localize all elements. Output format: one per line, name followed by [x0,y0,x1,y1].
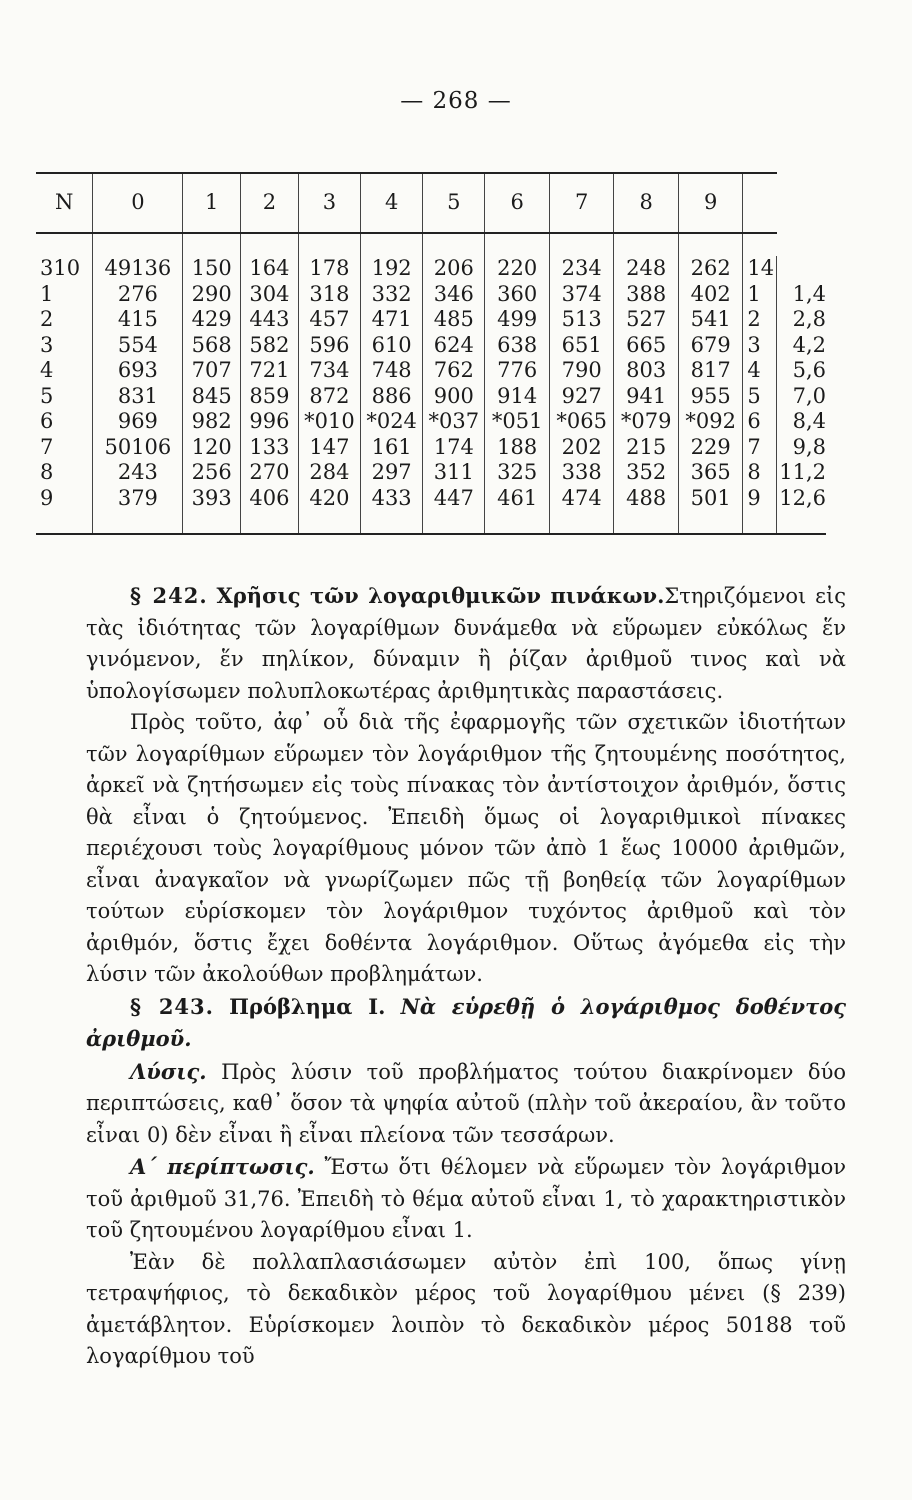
table-cell: 734 [298,358,360,384]
table-cell: 447 [423,486,485,512]
proportional-parts-value: 12,6 [779,485,826,510]
page-number: — 268 — [400,88,512,114]
table-cell: 150 [183,256,241,282]
table-cell: *051 [485,409,550,435]
table-cell: 485 [423,307,485,333]
table-cell-n: 3 [36,333,93,359]
case-text: Ἔστω ὅτι θέλομεν νὰ εὕρωμεν τὸν λογάριθμον τοῦ ἀριθμοῦ 31,76. Ἐπειδὴ τὸ θέμα αὐτοῦ εἶναι 1, τὸ χαρακτηριστικὸν τοῦ ζητουμένου λογαρίθμου εἶναι 1. [86,1155,846,1242]
table-cell: 429 [183,307,241,333]
proportional-parts-value: 5,6 [792,358,826,382]
table-cell: 803 [614,358,679,384]
header-cell: N [36,173,93,233]
proportional-parts-value: 2,8 [792,307,826,331]
table-cell: 297 [361,460,423,486]
table-cell: 338 [549,460,614,486]
table-cell: 388 [614,282,679,308]
table-row [36,435,826,461]
table-cell: 969 [93,409,183,435]
table-cell: 831 [93,384,183,410]
table-cell-n: 7 [36,435,93,461]
proportional-parts-value: 9,8 [792,434,826,459]
proportional-parts-value: 11,2 [779,460,826,484]
table-cell: 610 [361,333,423,359]
table-cell: 996 [241,409,299,435]
table-cell: 748 [361,358,423,384]
table-row [36,409,826,435]
table-cell: 499 [485,307,550,333]
solution-text: Πρὸς λύσιν τοῦ προβλήματος τούτου διακρίνομεν δύο περιπτώσεις, καθ᾽ ὅσον τὰ ψηφία αὐτοῦ (πλὴν τοῦ ἀκεραίου, ἂν τοῦτο εἶναι 0) δὲν εἶναι ἢ εἶναι πλείονα τῶν τεσσάρων. [86,1059,846,1147]
table-cell: 202 [549,435,614,461]
table-cell: 900 [423,384,485,410]
table-cell: 234 [549,256,614,282]
table-cell: 488 [614,486,679,512]
table-cell: 276 [93,282,183,308]
proportional-parts-row: 3 [743,333,777,359]
table-cell: 248 [614,256,679,282]
table-row [36,384,826,410]
table-cell: 243 [93,460,183,486]
table-cell-n: 9 [36,486,93,512]
table-header-row [36,173,826,233]
table-cell: 886 [361,384,423,410]
table-cell: 582 [241,333,299,359]
table-cell: 541 [678,307,743,333]
table-cell: 461 [485,486,550,512]
table-row [36,333,826,359]
table-cell: 872 [298,384,360,410]
table-cell: 290 [183,282,241,308]
table-cell: 433 [361,486,423,512]
case-label: Α΄ περίπτωσις. [130,1154,315,1179]
table-cell: 188 [485,435,550,461]
table-cell: 651 [549,333,614,359]
table-cell: 325 [485,460,550,486]
table-cell: 457 [298,307,360,333]
table-cell: 471 [361,307,423,333]
table-cell: 845 [183,384,241,410]
proportional-parts-row: 9 [743,486,777,512]
table-cell: 721 [241,358,299,384]
table-cell: 147 [298,435,360,461]
table-row [36,358,826,384]
table-cell: 352 [614,460,679,486]
last-paragraph: Ἐὰν δὲ πολλαπλασιάσωμεν αὐτὸν ἐπὶ 100, ὅπως γίνῃ τετραψήφιος, τὸ δεκαδικὸν μέρος τοῦ λογαρίθμου μένει (§ 239) ἀμετάβλητον. Εὑρίσκομεν λοιπὸν τὸ δεκαδικὸν μέρος 50188 τοῦ λογαρίθμου τοῦ [86,1249,846,1368]
proportional-parts-row: 4 [743,358,777,384]
proportional-parts-row: 6 [743,409,777,435]
table-cell: 624 [423,333,485,359]
body-text [86,580,846,1373]
table-cell-n: 310 [36,256,93,282]
section-242-number: § 242. [130,583,208,608]
table-cell: 270 [241,460,299,486]
table-cell: 256 [183,460,241,486]
table-cell: 420 [298,486,360,512]
table-cell: 790 [549,358,614,384]
header-cell: 0 [93,173,183,233]
table-cell: 161 [361,435,423,461]
table-cell: 596 [298,333,360,359]
table-cell: 360 [485,282,550,308]
table-cell: 365 [678,460,743,486]
table-cell: *010 [298,409,360,435]
proportional-parts-value: 1,4 [792,281,826,306]
section-242-text: Στηριζόμενοι εἰς τὰς ἰδιότητας τῶν λογαρίθμων δυνάμεθα νὰ εὕρωμεν εὐκόλως ἕν γινόμενον, ἕν πηλίκον, δύναμιν ἢ ῥίζαν ἀριθμοῦ τινος καὶ νὰ ὑπολογίσωμεν πολυπλοκωτέρας ἀριθμητικὰς παραστάσεις. [86,584,846,703]
table-cell-n: 5 [36,384,93,410]
table-row [36,460,826,486]
table-cell: 927 [549,384,614,410]
proportional-parts-row: 2 [743,307,777,333]
proportional-parts-row: 8 [743,460,777,486]
table-cell-n: 6 [36,409,93,435]
section-242-paragraph-2: Πρὸς τοῦτο, ἀφ᾽ οὗ διὰ τῆς ἐφαρμογῆς τῶν σχετικῶν ἰδιοτήτων τῶν λογαρίθμων εὕρωμεν τὸν λογάριθμον τῆς ζητουμένης ποσότητος, ἀρκεῖ νὰ ζητήσωμεν εἰς τοὺς πίνακας τὸν ἀντίστοιχον ἀριθμόν, ὅστις θὰ εἶναι ὁ ζητούμενος. Ἐπειδὴ ὅμως οἱ λογαριθμικοὶ πίνακες περιέχουσι τοὺς λογαρίθμους μόνον τῶν ἀπὸ 1 ἕως 10000 ἀριθμῶν, εἶναι ἀναγκαῖον νὰ γνωρίζωμεν πῶς τῇ βοηθείᾳ τῶν λογαρίθμων τούτων εὑρίσκομεν τὸν λογάριθμον τυχόντος ἀριθμοῦ καὶ τὸν ἀριθμόν, ὅστις ἔχει δοθέντα λογάριθμον. Οὕτως ἀγόμεθα εἰς τὴν λύσιν τῶν ἀκολούθων προβλημάτων. [86,710,846,986]
table-cell: *037 [423,409,485,435]
table-body [36,233,826,534]
header-cell: 2 [241,173,299,233]
proportional-parts-row: 5 [743,384,777,410]
table-cell: 262 [678,256,743,282]
table-cell: 402 [678,282,743,308]
table-cell: 693 [93,358,183,384]
table-cell: 346 [423,282,485,308]
table-cell-n: 1 [36,282,93,308]
table-cell: 379 [93,486,183,512]
table-cell: 914 [485,384,550,410]
table-cell: 762 [423,358,485,384]
table-row [36,256,826,282]
table-cell: 474 [549,486,614,512]
table-cell: 50106 [93,435,183,461]
table-cell: 568 [183,333,241,359]
table-cell: 284 [298,460,360,486]
header-cell: 7 [549,173,614,233]
table-cell: 178 [298,256,360,282]
table-cell: 49136 [93,256,183,282]
table-cell: 229 [678,435,743,461]
table-row [36,307,826,333]
table-cell: 192 [361,256,423,282]
solution-paragraph [86,1056,846,1152]
section-243-subtitle: Νὰ εὑρεθῇ ὁ λογάριθμος δοθέντος ἀριθμοῦ. [86,993,846,1051]
table-cell: 174 [423,435,485,461]
table-cell: 332 [361,282,423,308]
table-cell-n: 4 [36,358,93,384]
table-cell: 311 [423,460,485,486]
table-cell: 501 [678,486,743,512]
table-cell: *065 [549,409,614,435]
table-cell: 527 [614,307,679,333]
table-cell: 120 [183,435,241,461]
table-cell: 304 [241,282,299,308]
table-cell: 220 [485,256,550,282]
table-cell: 443 [241,307,299,333]
solution-label: Λύσις. [130,1058,207,1084]
table-cell: 164 [241,256,299,282]
proportional-parts-value: 4,2 [792,332,826,357]
table-cell: 955 [678,384,743,410]
section-243-number: § 243. [130,993,214,1019]
table-cell: 374 [549,282,614,308]
table-cell: 318 [298,282,360,308]
table-cell: 665 [614,333,679,359]
table-cell: 707 [183,358,241,384]
section-242-title: Χρῆσις τῶν λογαριθμικῶν πινάκων. [216,583,665,608]
table-cell-n: 2 [36,307,93,333]
header-cell: 3 [298,173,360,233]
header-cell: 4 [361,173,423,233]
proportional-parts-value: 7,0 [792,383,826,408]
header-cell: 1 [183,173,241,233]
table-cell: 679 [678,333,743,359]
proportional-parts-header: 14 [743,256,777,282]
table-cell: 513 [549,307,614,333]
table-cell: 406 [241,486,299,512]
proportional-parts-value: 8,4 [792,409,826,433]
table-cell: 393 [183,486,241,512]
header-cell: 6 [485,173,550,233]
table-cell: 133 [241,435,299,461]
header-cell: 5 [423,173,485,233]
table-cell: 982 [183,409,241,435]
logarithm-table [36,172,826,535]
table-cell: 554 [93,333,183,359]
table-cell: 776 [485,358,550,384]
table-cell: 638 [485,333,550,359]
table-cell: 415 [93,307,183,333]
section-243-title: Πρόβλημα I. [229,993,386,1019]
table-cell: 206 [423,256,485,282]
section-242 [86,580,846,707]
table-row [36,486,826,512]
table-cell: *079 [614,409,679,435]
proportional-parts-row: 1 [743,282,777,308]
proportional-parts-value [777,256,826,282]
table-cell: *024 [361,409,423,435]
table-cell: 215 [614,435,679,461]
section-243-heading [86,991,846,1056]
table-cell-n: 8 [36,460,93,486]
proportional-parts-row: 7 [743,435,777,461]
table-cell: 941 [614,384,679,410]
case-paragraph [86,1151,846,1247]
header-cell: 8 [614,173,679,233]
header-cell: 9 [678,173,743,233]
table-cell: 817 [678,358,743,384]
table-cell: *092 [678,409,743,435]
table-row [36,282,826,308]
table-cell: 859 [241,384,299,410]
